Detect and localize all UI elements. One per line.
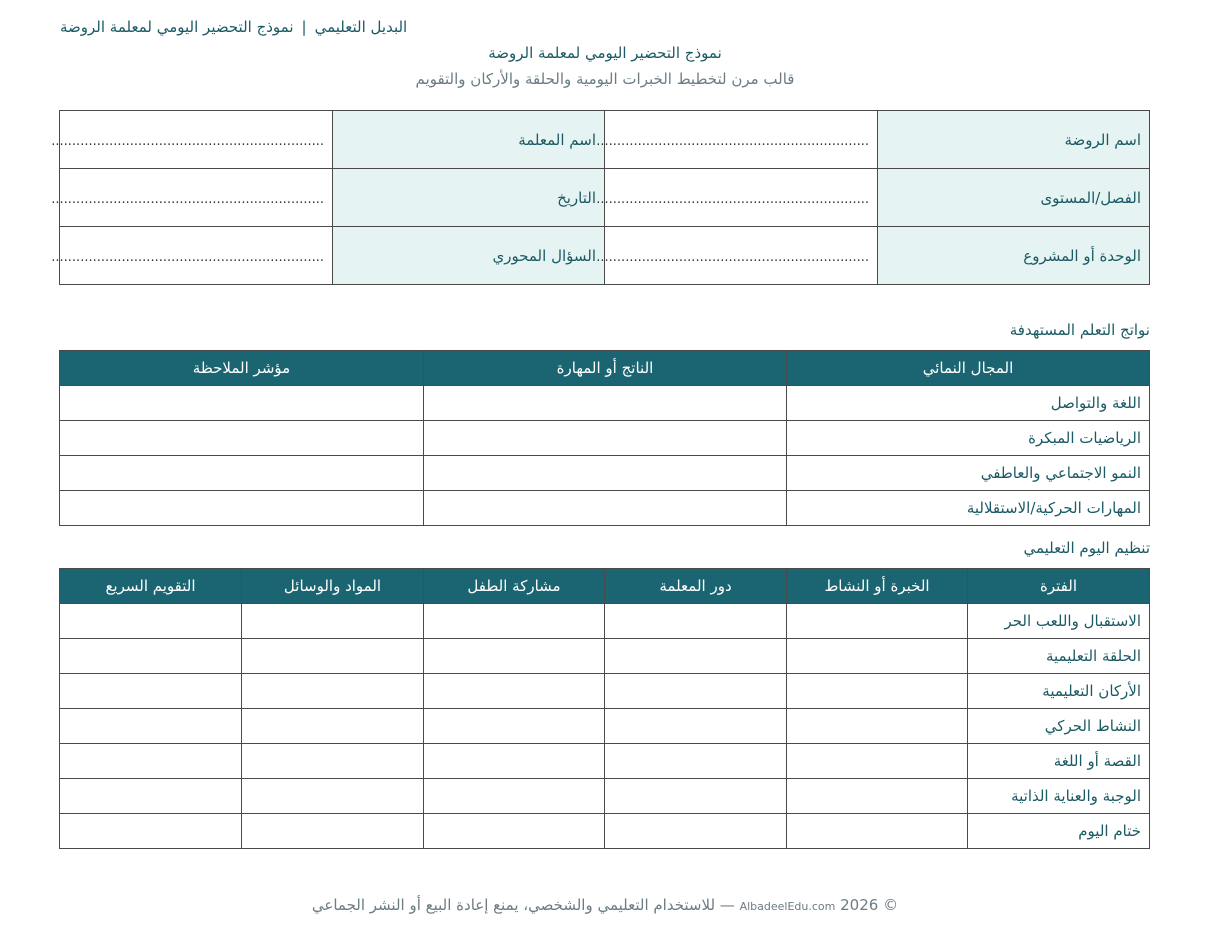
info-row — [60, 169, 1150, 227]
outcomes-table — [59, 350, 1150, 526]
input-cell[interactable] — [242, 604, 424, 639]
info-value-field[interactable]: .................................................................. — [60, 111, 333, 169]
column-header: التقويم السريع — [60, 569, 242, 604]
period-cell: ختام اليوم — [968, 814, 1150, 849]
input-cell[interactable] — [60, 779, 242, 814]
input-cell[interactable] — [60, 604, 242, 639]
table-row — [60, 639, 1150, 674]
info-label: اسم المعلمة — [333, 111, 605, 169]
outcomes-section-title: نواتج التعلم المستهدفة — [1009, 321, 1150, 339]
period-cell: الأركان التعليمية — [968, 674, 1150, 709]
footer-notice: — للاستخدام التعليمي والشخصي، يمنع إعادة البيع أو النشر الجماعي — [311, 896, 735, 914]
input-cell[interactable] — [242, 639, 424, 674]
info-value-field[interactable]: .................................................................. — [605, 169, 878, 227]
input-cell[interactable] — [424, 814, 605, 849]
table-row — [60, 709, 1150, 744]
input-cell[interactable] — [60, 709, 242, 744]
document-subtitle: قالب مرن لتخطيط الخبرات اليومية والحلقة والأركان والتقويم — [415, 70, 795, 88]
input-cell[interactable] — [60, 491, 424, 526]
table-row — [60, 604, 1150, 639]
column-header: الفترة — [968, 569, 1150, 604]
table-row — [60, 744, 1150, 779]
input-cell[interactable] — [424, 674, 605, 709]
info-row — [60, 111, 1150, 169]
table-row — [60, 814, 1150, 849]
input-cell[interactable] — [787, 639, 968, 674]
input-cell[interactable] — [787, 709, 968, 744]
input-cell[interactable] — [424, 604, 605, 639]
table-row — [60, 674, 1150, 709]
table-row — [60, 386, 1150, 421]
input-cell[interactable] — [60, 421, 424, 456]
footer-copyright: © 2026 — [840, 896, 899, 914]
input-cell[interactable] — [605, 674, 787, 709]
input-cell[interactable] — [424, 386, 787, 421]
input-cell[interactable] — [424, 456, 787, 491]
column-header: مؤشر الملاحظة — [60, 351, 424, 386]
info-label: السؤال المحوري — [333, 227, 605, 285]
info-value-field[interactable]: .................................................................. — [605, 111, 878, 169]
info-label: التاريخ — [333, 169, 605, 227]
page-footer — [0, 896, 1210, 914]
info-label: الفصل/المستوى — [878, 169, 1150, 227]
outcomes-header-row — [60, 351, 1150, 386]
input-cell[interactable] — [242, 744, 424, 779]
period-cell: الحلقة التعليمية — [968, 639, 1150, 674]
column-header: مشاركة الطفل — [424, 569, 605, 604]
input-cell[interactable] — [424, 709, 605, 744]
table-row — [60, 779, 1150, 814]
input-cell[interactable] — [60, 639, 242, 674]
period-cell: النشاط الحركي — [968, 709, 1150, 744]
info-value-field[interactable]: .................................................................. — [60, 227, 333, 285]
info-value-field[interactable]: .................................................................. — [605, 227, 878, 285]
input-cell[interactable] — [787, 744, 968, 779]
table-row — [60, 456, 1150, 491]
info-table — [51, 110, 1150, 285]
input-cell[interactable] — [787, 814, 968, 849]
column-header: دور المعلمة — [605, 569, 787, 604]
input-cell[interactable] — [787, 779, 968, 814]
domain-cell: اللغة والتواصل — [787, 386, 1150, 421]
input-cell[interactable] — [605, 779, 787, 814]
domain-cell: النمو الاجتماعي والعاطفي — [787, 456, 1150, 491]
input-cell[interactable] — [242, 814, 424, 849]
info-label: اسم الروضة — [878, 111, 1150, 169]
running-header — [60, 14, 1150, 40]
input-cell[interactable] — [424, 744, 605, 779]
input-cell[interactable] — [605, 604, 787, 639]
input-cell[interactable] — [60, 456, 424, 491]
input-cell[interactable] — [424, 421, 787, 456]
input-cell[interactable] — [60, 674, 242, 709]
input-cell[interactable] — [242, 779, 424, 814]
input-cell[interactable] — [60, 744, 242, 779]
input-cell[interactable] — [424, 779, 605, 814]
info-label: الوحدة أو المشروع — [878, 227, 1150, 285]
footer-site-link[interactable]: AlbadeelEdu.com — [739, 900, 836, 913]
table-row — [60, 491, 1150, 526]
column-header: الناتج أو المهارة — [424, 351, 787, 386]
header-separator: | — [301, 18, 307, 36]
input-cell[interactable] — [424, 491, 787, 526]
schedule-table — [59, 568, 1150, 849]
column-header: المجال النمائي — [787, 351, 1150, 386]
schedule-section-title: تنظيم اليوم التعليمي — [1023, 539, 1150, 557]
header-site-name: البديل التعليمي — [314, 18, 408, 36]
column-header: المواد والوسائل — [242, 569, 424, 604]
input-cell[interactable] — [60, 814, 242, 849]
input-cell[interactable] — [787, 604, 968, 639]
table-row — [60, 421, 1150, 456]
info-value-field[interactable]: .................................................................. — [60, 169, 333, 227]
input-cell[interactable] — [605, 814, 787, 849]
schedule-header-row — [60, 569, 1150, 604]
period-cell: الوجبة والعناية الذاتية — [968, 779, 1150, 814]
input-cell[interactable] — [60, 386, 424, 421]
input-cell[interactable] — [605, 709, 787, 744]
input-cell[interactable] — [605, 744, 787, 779]
input-cell[interactable] — [605, 639, 787, 674]
input-cell[interactable] — [242, 709, 424, 744]
input-cell[interactable] — [424, 639, 605, 674]
document-title: نموذج التحضير اليومي لمعلمة الروضة — [488, 44, 722, 62]
info-row — [60, 227, 1150, 285]
column-header: الخبرة أو النشاط — [787, 569, 968, 604]
input-cell[interactable] — [242, 674, 424, 709]
header-doc-name: نموذج التحضير اليومي لمعلمة الروضة — [60, 18, 294, 36]
period-cell: القصة أو اللغة — [968, 744, 1150, 779]
document-page — [51, 14, 1150, 849]
domain-cell: الرياضيات المبكرة — [787, 421, 1150, 456]
input-cell[interactable] — [787, 674, 968, 709]
period-cell: الاستقبال واللعب الحر — [968, 604, 1150, 639]
domain-cell: المهارات الحركية/الاستقلالية — [787, 491, 1150, 526]
